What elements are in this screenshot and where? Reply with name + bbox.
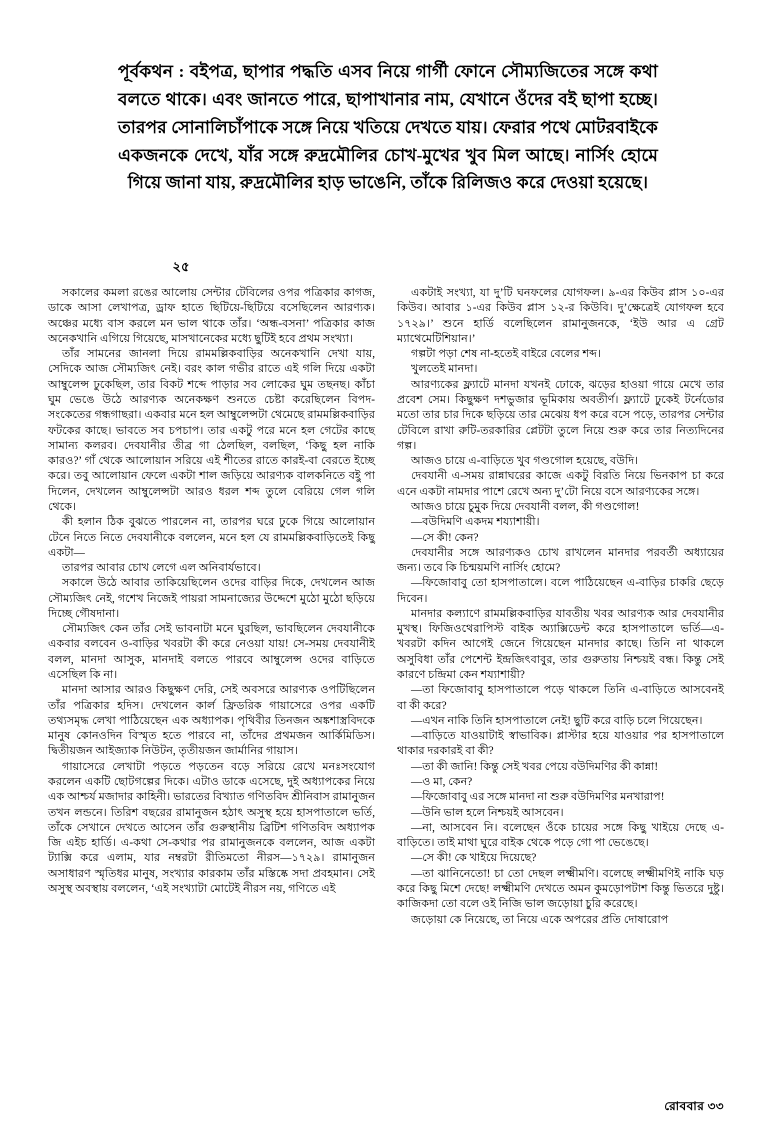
paragraph: জড়োয়া কে নিয়েছে, তা নিয়ে একে অপরের প্রতি দোষারোপ bbox=[411, 913, 669, 926]
paragraph: মানদা আসার আরও কিছুক্ষণ দেরি, সেই অবসরে আরণ্যক ওপটিছিলেন তাঁর পত্রিকার হদিস। দেখলেন কার্ল ফ্রিডরিক গায়াসেরে ওপর একটি তথ্যসমৃদ্ধ লেখা পাঠিয়েছেন এক অধ্যাপক। পৃথিবীর তিনজন অঙ্কশাস্ত্রবিদকে মানুষ কোনওদিন বিস্মৃত হতে পারবে না, তাঁদের প্রথমজন আর্কিমিডিস। দ্বিতীয়জন আইজ্যাক নিউটন, তৃতীয়জন জার্মানির গায়াস। bbox=[48, 684, 375, 758]
paragraph: তারপর আবার চোখ লেগে এল অনিবার্যভাবে। bbox=[62, 562, 261, 575]
dialogue-line: —ফিজোবাবু এর সঙ্গে মানদা না শুরু বউদিমণির মনখারাপ! bbox=[411, 791, 665, 804]
dialogue-line: —সে কী! কে খাইয়ে দিয়েছে? bbox=[411, 852, 537, 865]
paragraph: আজও চায়ে চুমুক দিয়ে দেবযানী বলল, কী গণ্ডগোল! bbox=[411, 500, 640, 513]
paragraph: তাঁর সামনের জানলা দিয়ে রামমল্লিকবাড়ির অনেকখানি দেখা যায়, সেদিকে আজ সৌম্যজিৎ নেই। বরং কাল গভীর রাতে এই গলি দিয়ে একটা আম্বুলেন্স ঢুকেছিল, তার বিকট শব্দে পাড়ার সব লোকের ঘুম তছনছ। কাঁচা ঘুম ভেঙে উঠে আরণ্যক অনেকক্ষণ শুনতে চেষ্টা করেছিলেন বিপদ-সংকেতের গন্ধগাছরা। একবার মনে হল আম্বুলেন্সটা থেমেছে রামমল্লিকবাড়ির ফটকের কাছে। ভাবতে সব চপচাপ। তার একটু পরে মনে হল গেটের কাছে সামান্য কলরব। দেবযানীর তীব্র গা ঠেলছিল, বলছিল, ‘কিছু হল নাকি কারও?’ গাঁ থেকে আলোয়ান সরিয়ে এই শীতের রাতে কারই-বা বেরতে ইচ্ছে করে। তবু আলোয়ান ফেলে একটা শাল জড়িয়ে আরণ্যক বালকনিতে বইু পা দিলেন, দেখলেন আম্বুলেন্সটা আরও ধরল শব্দ তুলে বেরিয়ে গেল গলি থেকে। bbox=[48, 348, 375, 513]
dialogue-line: —এখন নাকি তিনি হাসপাতালে নেই! ছুটি করে বাড়ি চলে গিয়েছেন। bbox=[411, 714, 703, 727]
dialogue-line: —তা ফিজোবাবু হাসপাতালে পড়ে থাকলে তিনি এ-বাড়িতে আসবেনই বা কী করে? bbox=[397, 684, 724, 712]
dialogue-line: —উনি ভাল হলে নিশ্চয়ই আসবেন। bbox=[411, 806, 564, 819]
paragraph: একটাই সংখ্যা, যা দু’টি ঘনফলের যোগফল। ৯-এর কিউব প্লাস ১০-এর কিউব। আবার ১-এর কিউব প্লাস ১২-র কিউবি। দু’ক্ষেত্রেই যোগফল হবে ১৭২৯।’ শুনে হার্ডি বলেছিলেন রামানুজনকে, ‘ইউ আর এ গ্রেট ম্যাথেমেটিশিয়ান।’ bbox=[397, 287, 724, 345]
paragraph: খুলতেই মানদা। bbox=[411, 363, 478, 376]
page-footer: রোববার ৩৩ bbox=[664, 1099, 724, 1113]
dialogue-line: —না, আসবেন নি। বলেছেন ওঁকে চায়ের সঙ্গে কিছু খাইয়ে দেছে এ-বাড়িতে। তাই মাথা ঘুরে বাইক থেকে পড়ে গো পা ভেঙেছে। bbox=[397, 821, 724, 850]
paragraph: মানদার কল্যাণে রামমল্লিকবাড়ির যাবতীয় খবর আরণ্যক আর দেবযানীর মুখস্থ। ফিজিওথেরাপিস্ট বাইক অ্যাক্সিডেন্ট করে হাসপাতালে ভর্তি—এ-খবরটা কদিন আগেই জেনে গিয়েছেন মানদার কাছে। তিনি না থাকলে অসুবিধা তাঁর পেশেন্ট ইন্দ্রজিৎবাবুর, তার গুরুতায় নিশ্চয়ই বন্ধ। কিন্তু সেই কারণে চন্দ্রিমা কেন শয্যাশায়ী? bbox=[397, 607, 724, 682]
dialogue-line: —সে কী! কেন? bbox=[411, 531, 479, 544]
intro-paragraph bbox=[118, 58, 658, 197]
dialogue-line: —ও মা, কেন? bbox=[411, 776, 473, 788]
body-columns bbox=[48, 286, 724, 1086]
paragraph: সকালের কমলা রঙের আলোয় সেন্টার টেবিলের ওপর পত্রিকার কাগজ, ডাকে আসা লেখাপত্র, ড্রাফ হাতে ছিটিয়ে-ছিটিয়ে বসেছিলেন আরণ্যক। অঞ্চের মধ্যে বাস করলে মন ভাল থাকে তাঁর। ‘অন্ধ-বসনা’ পত্রিকার কাজ অনেকখানি এগিয়ে গিয়েছে, মাসখানেকের মধ্যে ছুটিই হবে প্রথম সংখ্যা। bbox=[48, 287, 375, 345]
intro-text: বইপত্র, ছাপার পদ্ধতি এসব নিয়ে গার্গী ফোনে সৌম্যজিতের সঙ্গে কথা বলতে থাকে। এবং জানতে পারে, ছাপাখানার নাম, যেখানে ওঁদের বই ছাপা হচ্ছে। তারপর সোনালিচাঁপাকে সঙ্গে নিয়ে খতিয়ে দেখতে যায়। ফেরার পথে মোটরবাইকে একজনকে দেখে, যাঁর সঙ্গে রুদ্রমৌলির চোখ-মুখের খুব মিল আছে। নার্সিং হোমে গিয়ে জানা যায়, রুদ্রমৌলির হাড় ভাঙেনি, তাঁকে রিলিজও করে দেওয়া হয়েছে। bbox=[118, 62, 659, 193]
dialogue-line: —বউদিমণি একদম শয্যাশায়ী। bbox=[411, 516, 540, 529]
paragraph: গল্পটা পড়া শেষ না-হতেই বাইরে বেলের শব্দ। bbox=[411, 348, 601, 361]
page-number-top: ২৫ bbox=[172, 259, 190, 274]
paragraph: কী হলান ঠিক বুঝতে পারলেন না, তারপর ঘরে ঢুকে গিয়ে আলোয়ান টেনে নিতে নিতে দেবযানীকে বললেন, মনে হল যে রামমল্লিকবাড়িতেই কিছু একটা— bbox=[48, 516, 375, 559]
paragraph: আজও চায়ে এ-বাড়িতে খুব গণ্ডগোল হয়েছে, বউদি। bbox=[411, 455, 639, 468]
paragraph: দেবযানী এ-সময় রান্নাঘরের কাজে একটু বিরতি নিয়ে ভিনকাপ চা করে এনে একটা নামদার পাশে রেখে অন্য দু’টো নিয়ে বসে আরণ্যকের সঙ্গে। bbox=[397, 470, 724, 498]
paragraph: সকালে উঠে আবার তাকিয়েছিলেন ওদের বাড়ির দিকে, দেখলেন আজ সৌম্যজিৎ নেই, গশেখ নিজেই পায়রা সামনাজ্যের উদ্দেশে মুঠো মুঠো ছড়িয়ে দিচ্ছে গৌষদানা। bbox=[48, 577, 375, 620]
right-column bbox=[397, 286, 724, 1086]
paragraph: আরণ্যকের ফ্ল্যাটে মানদা যখনই ঢোকে, ঝড়ের হাওয়া গায়ে মেখে তার প্রবেশ সেম। কিছুক্ষণ দশভুজার ভূমিকায় অবতীর্ণ। ফ্ল্যাটে ঢুকেই টর্নেডোর মতো তার চার দিকে ছড়িয়ে তার মেঝেয় ধপ করে বসে পড়ে, তারপর সেন্টার টেবিলে রাখা রুটি-তরকারির প্লেটটা তুলে নিয়ে শুরু করে তার নিত্যদিনের গল্প। bbox=[397, 378, 724, 452]
dialogue-line: —তা কী জানি! কিন্তু সেই খবর পেয়ে বউদিমণির কী কান্না! bbox=[411, 760, 659, 773]
paragraph: দেবযানীর সঙ্গে আরণ্যকও চোখ রাখলেন মানদার পরবর্তী অধ্যায়ের জন্য। তবে কি চিন্ময়মণি নার্সিং হোমে? bbox=[397, 546, 724, 575]
left-column bbox=[48, 286, 375, 1086]
dialogue-line: —ফিজোবাবু তো হাসপাতালে। বলে পাঠিয়েছেন এ-বাড়ির চাকরি ছেড়ে দিবেন। bbox=[397, 577, 724, 605]
dialogue-line: —বাড়িতে যাওয়াটাই স্বাভাবিক। প্লাস্টার হয়ে যাওয়ার পর হাসপাতালে থাকার দরকারই বা কী? bbox=[397, 730, 724, 758]
dialogue-line: —তা ঝানিনেতো! চা তো দেছল লক্ষ্মীমণি। বলেছে লক্ষ্মীমণিই নাকি ঘড় করে কিছু মিশে দেছে! লক্ষ্মীমণি দেখতে অমন কুমড়োপটাশ কিন্তু ভিতরে দুষ্টু। কাজিকদা তো বলে ওই নিজি ভাল জড়োয়া চুরি করেছে। bbox=[397, 867, 724, 911]
paragraph: গায়াসেরে লেখাটা পড়তে পড়তেন বড়ে সরিয়ে রেখে মনঃসংযোগ করলেন একটি ছোটগল্পের দিকে। এটাও ডাকে এসেছে, দুই অধ্যাপকের নিয়ে এক আশ্চর্য মজাদার কাহিনী। ভারতের বিখ্যাত গণিতবিদ শ্রীনিবাস রামানুজন তখন লন্ডনে। তিরিশ বছরের রামানুজন হঠাৎ অসুস্থ হয়ে হাসপাতালে ভর্তি, তাঁকে সেখানে দেখতে আসেন তাঁর গুরুস্থানীয় ব্রিটিশ গণিতবিদ অধ্যাপক জি এইচ হার্ডি। এ-কথা সে-কথার পর রামানুজনকে বললেন, আজ একটা ট্যাক্সি করে এলাম, যার নম্বরটা রীতিমতো নীরস—১৭২৯। রামানুজন অসাধারণ স্মৃতিধর মানুষ, সংখ্যার কারকাম তাঁর মস্তিষ্কে সদা প্রবহমান। সেই অসুস্থ অবস্থায় বললেন, ‘এই সংখ্যাটা মোটেই নীরস নয়, গণিতে এই bbox=[48, 760, 375, 895]
intro-lead-label: পূর্বকথন : bbox=[118, 62, 185, 81]
paragraph: সৌম্যজিৎ কেন তাঁর সেই ভাবনাটা মনে ঘুরছিল, ভাবছিলেন দেবযানীকে একবার বলবেন ও-বাড়ির খবরটা কী করে নেওয়া যায়! সে-সময় দেবযানীই বলল, মানদা আসুক, মানদাই বলতে পারবে আম্বুলেন্স ওদের বাড়িতে এসেছিল কি না। bbox=[48, 623, 375, 682]
